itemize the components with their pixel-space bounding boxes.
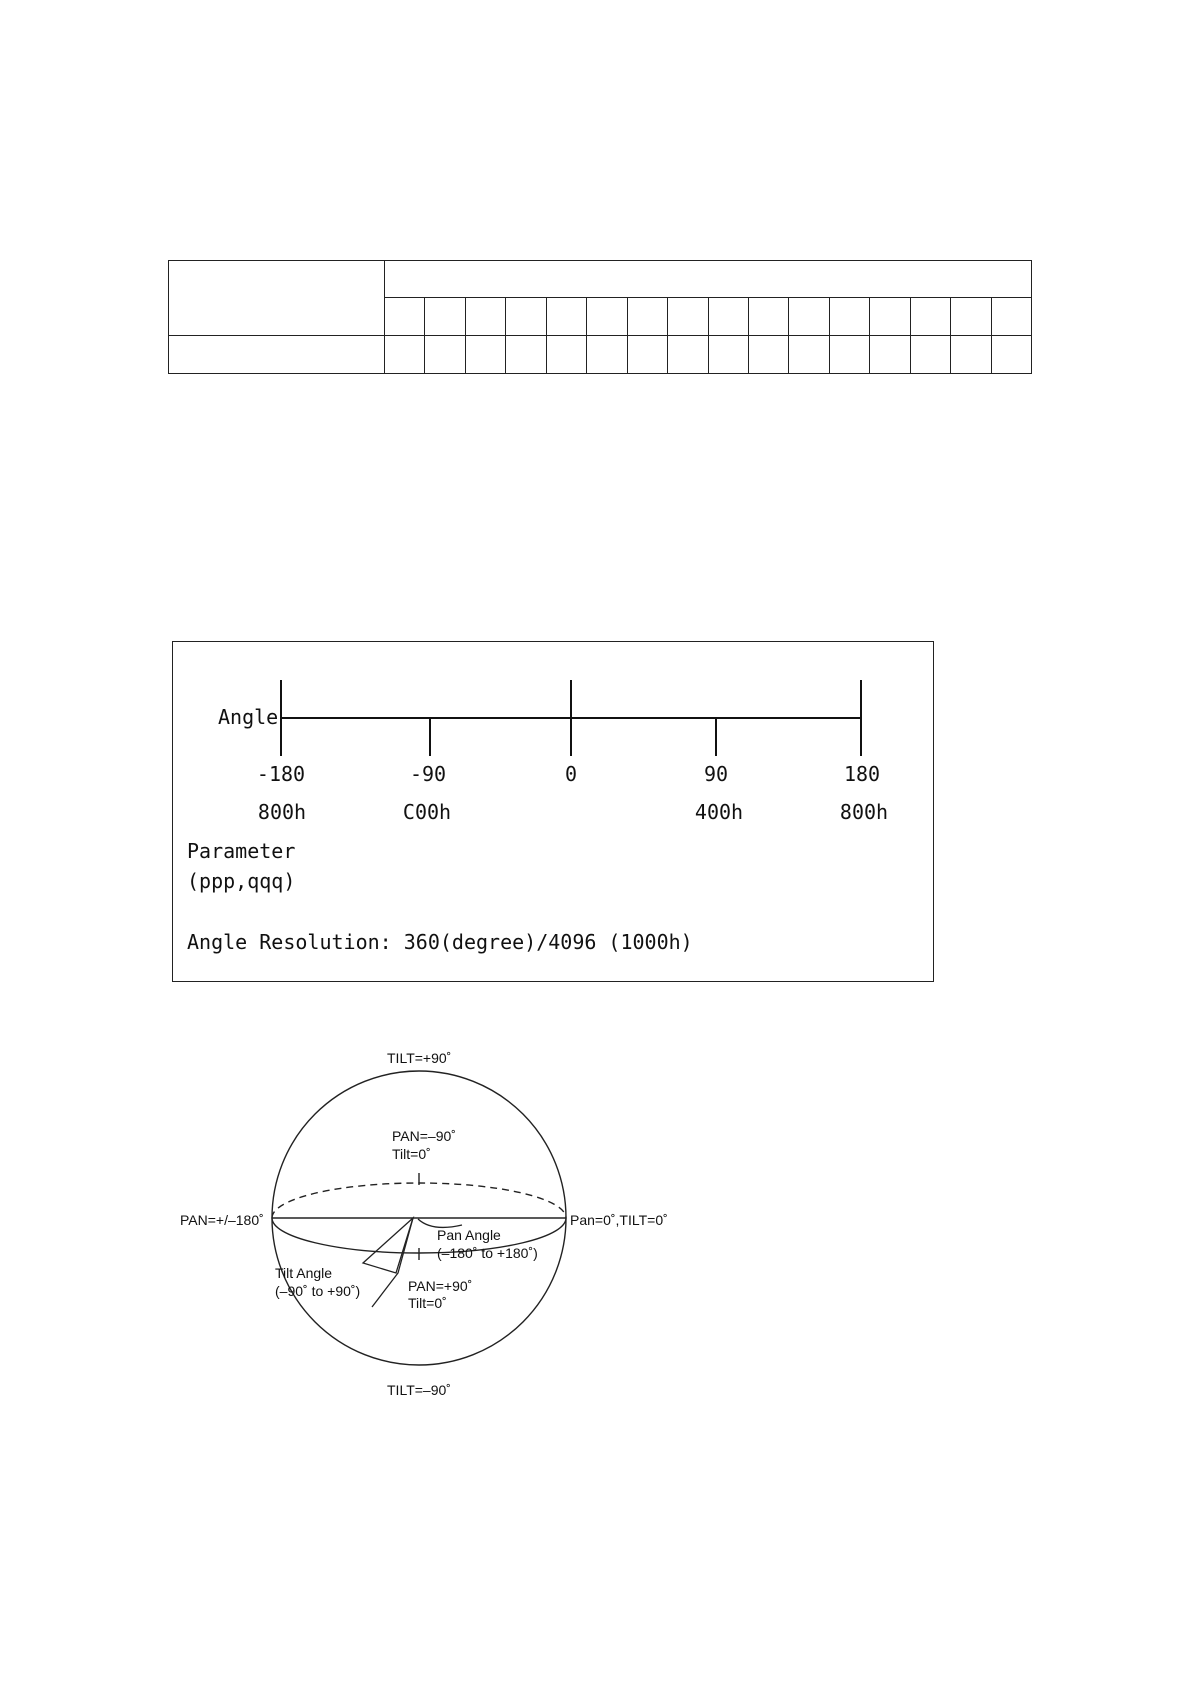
table-cell bbox=[587, 336, 627, 374]
table-cell bbox=[465, 298, 505, 336]
tilt-bottom-label: TILT=–90˚ bbox=[387, 1382, 451, 1395]
table-cell bbox=[546, 336, 586, 374]
front-pan-label: PAN=+90˚ bbox=[408, 1278, 473, 1294]
parameter-label: Parameter bbox=[187, 839, 296, 863]
table-cell bbox=[748, 336, 788, 374]
table-cell bbox=[546, 298, 586, 336]
tilt-angle-label: Tilt Angle bbox=[275, 1265, 333, 1281]
table-cell bbox=[951, 298, 991, 336]
angle-parameter-diagram bbox=[172, 641, 934, 982]
table-cell bbox=[587, 298, 627, 336]
back-pan-label: PAN=–90˚ bbox=[392, 1128, 456, 1144]
table-cell bbox=[991, 336, 1031, 374]
tick-label-angle: 90 bbox=[703, 762, 729, 786]
table-header-span-cell bbox=[385, 261, 1032, 298]
table-cell bbox=[506, 336, 546, 374]
angle-resolution-text: Angle Resolution: 360(degree)/4096 (1000h) bbox=[187, 930, 693, 954]
tick-label-angle: 0 bbox=[564, 762, 578, 786]
table-cell bbox=[991, 298, 1031, 336]
front-tilt-label: Tilt=0˚ bbox=[408, 1295, 447, 1311]
parameter-args: (ppp,qqq) bbox=[187, 869, 296, 893]
table-cell bbox=[385, 298, 425, 336]
tilt-angle-range: (–90˚ to +90˚) bbox=[275, 1283, 361, 1299]
table-cell bbox=[385, 336, 425, 374]
table-cell bbox=[506, 298, 546, 336]
tick-label-angle: -90 bbox=[409, 762, 447, 786]
table-cell bbox=[870, 298, 910, 336]
table-cell bbox=[627, 298, 667, 336]
tick-label-hex: 800h bbox=[257, 800, 307, 824]
tick-label-angle: -180 bbox=[256, 762, 306, 786]
table-cell bbox=[870, 336, 910, 374]
tilt-top-label: TILT=+90˚ bbox=[387, 1050, 452, 1066]
bit-layout-table bbox=[168, 260, 1032, 374]
table-cell bbox=[169, 336, 385, 374]
table-cell bbox=[627, 336, 667, 374]
table-row bbox=[169, 336, 1032, 374]
table-cell bbox=[789, 336, 829, 374]
table-header-label-cell bbox=[169, 261, 385, 336]
table-cell bbox=[425, 298, 465, 336]
table-cell bbox=[829, 298, 869, 336]
pan-angle-label: Pan Angle bbox=[437, 1227, 501, 1243]
back-tilt-label: Tilt=0˚ bbox=[392, 1146, 431, 1162]
pan-right-label: Pan=0˚,TILT=0˚ bbox=[570, 1212, 668, 1228]
tick-label-hex: 800h bbox=[839, 800, 889, 824]
table-cell bbox=[668, 336, 708, 374]
tick-label-hex: 400h bbox=[694, 800, 744, 824]
table-cell bbox=[789, 298, 829, 336]
angle-axis-svg bbox=[173, 642, 935, 983]
table-cell bbox=[910, 298, 950, 336]
tilt-angle-arm bbox=[372, 1218, 413, 1307]
tick-label-hex: C00h bbox=[402, 800, 452, 824]
table-cell bbox=[708, 336, 748, 374]
table-cell bbox=[668, 298, 708, 336]
pan-left-label: PAN=+/–180˚ bbox=[180, 1212, 264, 1228]
table-cell bbox=[748, 298, 788, 336]
table-cell bbox=[910, 336, 950, 374]
angle-axis-label: Angle bbox=[218, 705, 279, 729]
table-cell bbox=[465, 336, 505, 374]
table-cell bbox=[951, 336, 991, 374]
table-cell bbox=[708, 298, 748, 336]
table-cell bbox=[829, 336, 869, 374]
pan-angle-range: (–180˚ to +180˚) bbox=[437, 1245, 538, 1261]
pan-tilt-sphere-diagram bbox=[170, 1045, 690, 1395]
tick-label-angle: 180 bbox=[843, 762, 881, 786]
equator-back-dashed bbox=[272, 1183, 566, 1218]
table-cell bbox=[425, 336, 465, 374]
